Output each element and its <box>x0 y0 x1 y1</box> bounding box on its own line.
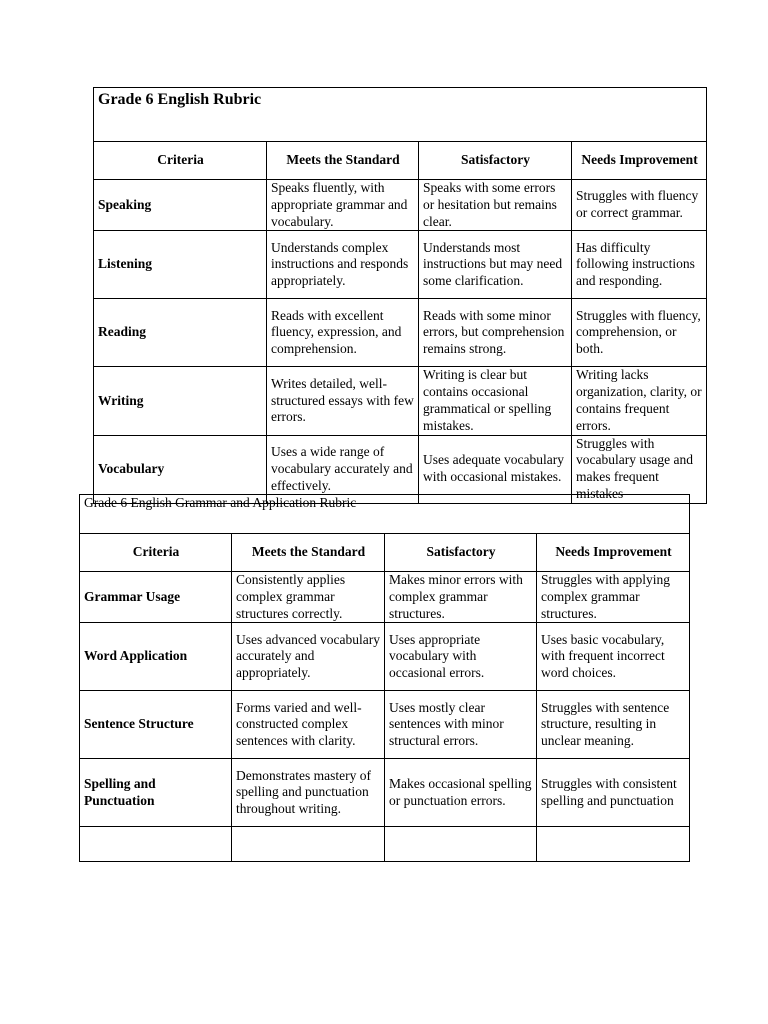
satisfactory-cell: Reads with some minor errors, but comprehension remains strong. <box>419 299 572 367</box>
needs-cell: Struggles with applying complex grammar structures. <box>537 572 690 623</box>
header-satisfactory: Satisfactory <box>385 534 537 572</box>
meets-cell: Uses advanced vocabulary accurately and appropriately. <box>232 623 385 691</box>
needs-cell: Struggles with vocabulary usage and makes frequent mistakes <box>572 435 707 503</box>
meets-cell: Understands complex instructions and responds appropriately. <box>267 231 419 299</box>
header-meets: Meets the Standard <box>267 142 419 180</box>
header-row <box>80 534 690 572</box>
table-row <box>94 299 707 367</box>
header-criteria: Criteria <box>80 534 232 572</box>
table-row <box>80 759 690 827</box>
header-satisfactory: Satisfactory <box>419 142 572 180</box>
needs-cell: Writing lacks organization, clarity, or contains frequent errors. <box>572 367 707 435</box>
criteria-cell: Reading <box>94 299 267 367</box>
needs-cell: Has difficulty following instructions and responding. <box>572 231 707 299</box>
criteria-cell: Writing <box>94 367 267 435</box>
meets-cell: Uses a wide range of vocabulary accurately and effectively. <box>267 435 419 503</box>
rubric-title: Grade 6 English Rubric <box>94 88 707 142</box>
meets-cell: Demonstrates mastery of spelling and punctuation throughout writing. <box>232 759 385 827</box>
header-criteria: Criteria <box>94 142 267 180</box>
empty-cell <box>80 827 232 862</box>
satisfactory-cell: Uses appropriate vocabulary with occasional errors. <box>385 623 537 691</box>
table-row <box>94 367 707 435</box>
criteria-cell: Sentence Structure <box>80 691 232 759</box>
header-row <box>94 142 707 180</box>
table-row <box>94 180 707 231</box>
table-row <box>80 691 690 759</box>
grammar-rubric-table <box>79 494 690 862</box>
satisfactory-cell: Uses adequate vocabulary with occasional mistakes. <box>419 435 572 503</box>
needs-cell: Struggles with consistent spelling and punctuation <box>537 759 690 827</box>
meets-cell: Consistently applies complex grammar structures correctly. <box>232 572 385 623</box>
criteria-cell: Listening <box>94 231 267 299</box>
needs-cell: Struggles with fluency or correct grammar. <box>572 180 707 231</box>
meets-cell: Reads with excellent fluency, expression, and comprehension. <box>267 299 419 367</box>
header-needs: Needs Improvement <box>537 534 690 572</box>
meets-cell: Writes detailed, well-structured essays with few errors. <box>267 367 419 435</box>
header-needs: Needs Improvement <box>572 142 707 180</box>
needs-cell: Uses basic vocabulary, with frequent incorrect word choices. <box>537 623 690 691</box>
rubric-title: Grade 6 English Grammar and Application Rubric <box>80 495 690 534</box>
criteria-cell: Word Application <box>80 623 232 691</box>
english-rubric-table <box>93 87 707 504</box>
needs-cell: Struggles with sentence structure, resulting in unclear meaning. <box>537 691 690 759</box>
meets-cell: Forms varied and well-constructed complex sentences with clarity. <box>232 691 385 759</box>
criteria-cell: Vocabulary <box>94 435 267 503</box>
criteria-cell: Speaking <box>94 180 267 231</box>
satisfactory-cell: Speaks with some errors or hesitation but remains clear. <box>419 180 572 231</box>
empty-row <box>80 827 690 862</box>
satisfactory-cell: Makes minor errors with complex grammar structures. <box>385 572 537 623</box>
table-row <box>80 572 690 623</box>
header-meets: Meets the Standard <box>232 534 385 572</box>
empty-cell <box>232 827 385 862</box>
satisfactory-cell: Understands most instructions but may need some clarification. <box>419 231 572 299</box>
satisfactory-cell: Makes occasional spelling or punctuation errors. <box>385 759 537 827</box>
meets-cell: Speaks fluently, with appropriate grammar and vocabulary. <box>267 180 419 231</box>
table-row <box>80 623 690 691</box>
satisfactory-cell: Uses mostly clear sentences with minor structural errors. <box>385 691 537 759</box>
empty-cell <box>385 827 537 862</box>
table-row <box>94 231 707 299</box>
needs-cell: Struggles with fluency, comprehension, or both. <box>572 299 707 367</box>
criteria-cell: Grammar Usage <box>80 572 232 623</box>
satisfactory-cell: Writing is clear but contains occasional grammatical or spelling mistakes. <box>419 367 572 435</box>
criteria-cell: Spelling and Punctuation <box>80 759 232 827</box>
empty-cell <box>537 827 690 862</box>
